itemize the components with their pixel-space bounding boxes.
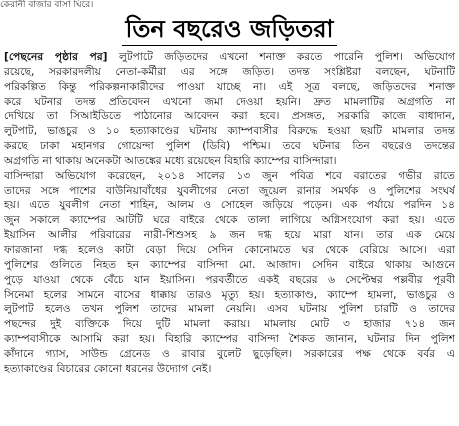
article-line: পুড়ে যাওয়া থেকে বেঁচে যান ইয়াসিন। পরবর্তীতে একই বছরের ৬ সেপ্টেম্বর পল্লবীর পূরবী (4, 273, 455, 286)
article-body (4, 50, 455, 424)
article-line: পছন্দের দুই ব্যক্তিকে দিয়ে দুটি মামলা করায়। মামলায় মোট ৩ হাজার ৭১৪ জন (4, 318, 455, 331)
article-line: লুটপাট হলেও তখন পুলিশ তাদের মামলা নেয়নি। এসব ঘটনায় পুলিশ চারটি ও তাদের (4, 303, 455, 316)
article-line: পুলিশের গুলিতে নিহত হন ক্যাম্পের বাসিন্দা মো. আজাদ। সেদিন বাইরে থাকায় আগুনে (4, 258, 455, 271)
article-line: সিনেমা হলের সামনে বাসের ধাক্কায় তারও মৃত্যু হয়। হত্যাকাণ্ড, ক্যাম্পে হামলা, ভাঙচুর ও (4, 288, 455, 301)
article-line: ইয়াসিন আলীর পরিবারের নারী-শিশুসহ ৯ জন দগ্ধ হয়ে মারা যান। তার এক মেয়ে (4, 229, 455, 242)
article-line: ক্যাম্পবাসীকে আসামি করা হয়। বিহারি ক্যাম্পের বাসিন্দা শৈকত জানান, ঘটনার দিন পুলিশ (4, 333, 455, 346)
article-line: লুটপাট, ভাঙচুর ও ১০ হত্যাকাণ্ডের ঘটনায় ক্যাম্পবাসীর বিরুদ্ধে হওয়া ছয়টি মামলার তদন্ত (4, 125, 455, 138)
article-line: কাঁদানে গ্যাস, সাউন্ড গ্রেনেড ও রাবার বুলেট ছুড়েছিল। সরকারের পক্ষ থেকে বর্বর এ (4, 347, 455, 360)
article-line: তাদের সঙ্গে পাশের বাউনিয়াবাঁধের যুবলীগের নেতা জুয়েল রানার সমর্থক ও পুলিশের সংঘর্ষ (4, 184, 455, 197)
article-line: হয়। এতে যুবলীগ নেতা শাহিন, আলম ও সোহেল জড়িয়ে পড়েন। এক পর্যায়ে পরদিন ১৪ (4, 199, 455, 212)
continuation-kicker: [পেছনের পৃষ্ঠার পর] (4, 51, 108, 63)
article-line: [পেছনের পৃষ্ঠার পর] লুটপাটে জড়িতদের এখনো শনাক্ত করতে পারেনি পুলিশ। অভিযোগ (4, 51, 455, 63)
headline: তিন বছরেও জড়িতরা (122, 15, 338, 46)
article-line: করছে ঢাকা মহানগর গোয়েন্দা পুলিশ (ডিবি) পশ্চিম। তবে ঘটনার তিন বছরেও তদন্তের (4, 140, 455, 153)
article-line: হত্যাকাণ্ডের বিচারের কোনো ধরনের উদ্যোগ নেই। (4, 362, 212, 375)
article-line: বাসিন্দারা অভিযোগ করেছেন, ২০১৪ সালের ১৩ জুন পবিত্র শবে বরাতের গভীর রাতে (4, 169, 455, 182)
cut-off-text-fragment: কেরানী বাজার বাসা ঘিরে। (0, 0, 94, 10)
headline-container (0, 12, 459, 48)
article-line: রয়েছে, সরকারদলীয় নেতা-কর্মীরা এর সঙ্গে জড়িত। তদন্ত সংশ্লিষ্টরা বলছেন, ঘটনাটি (4, 65, 455, 78)
article-line: অগ্রগতি না থাকায় অনেকটা আতঙ্কের মধ্যে রয়েছেন বিহারি ক্যাম্পের বাসিন্দারা। (4, 154, 337, 167)
article-line: পরিকল্পিত কিন্তু পরিকল্পনাকারীদের পাওয়া যাচ্ছে না। এই সূত্র বলছে, জড়িতদের শনাক্ত (4, 80, 455, 93)
article-line: ফারজানা দগ্ধ হলেও কাটা বেড়া দিয়ে সেদিন কোনোমতে ঘর থেকে বেরিয়ে আসে। এরা (4, 243, 455, 256)
article-line: দেখিয়ে তা সিআইডিতে পাঠানোর আবেদন করা হবে। প্রসঙ্গত, সরকারি কাজে বাধাদান, (4, 110, 455, 123)
article-line: করে ঘটনার তদন্ত প্রতিবেদন এখনো জমা দেওয়া হয়নি। দ্রুত মামলাটির অগ্রগতি না (4, 95, 455, 108)
article-line: জুন সকালে ক্যাম্পের আটটি ঘরে বাইরে থেকে তালা লাগিয়ে অগ্নিসংযোগ করা হয়। এতে (4, 214, 455, 227)
